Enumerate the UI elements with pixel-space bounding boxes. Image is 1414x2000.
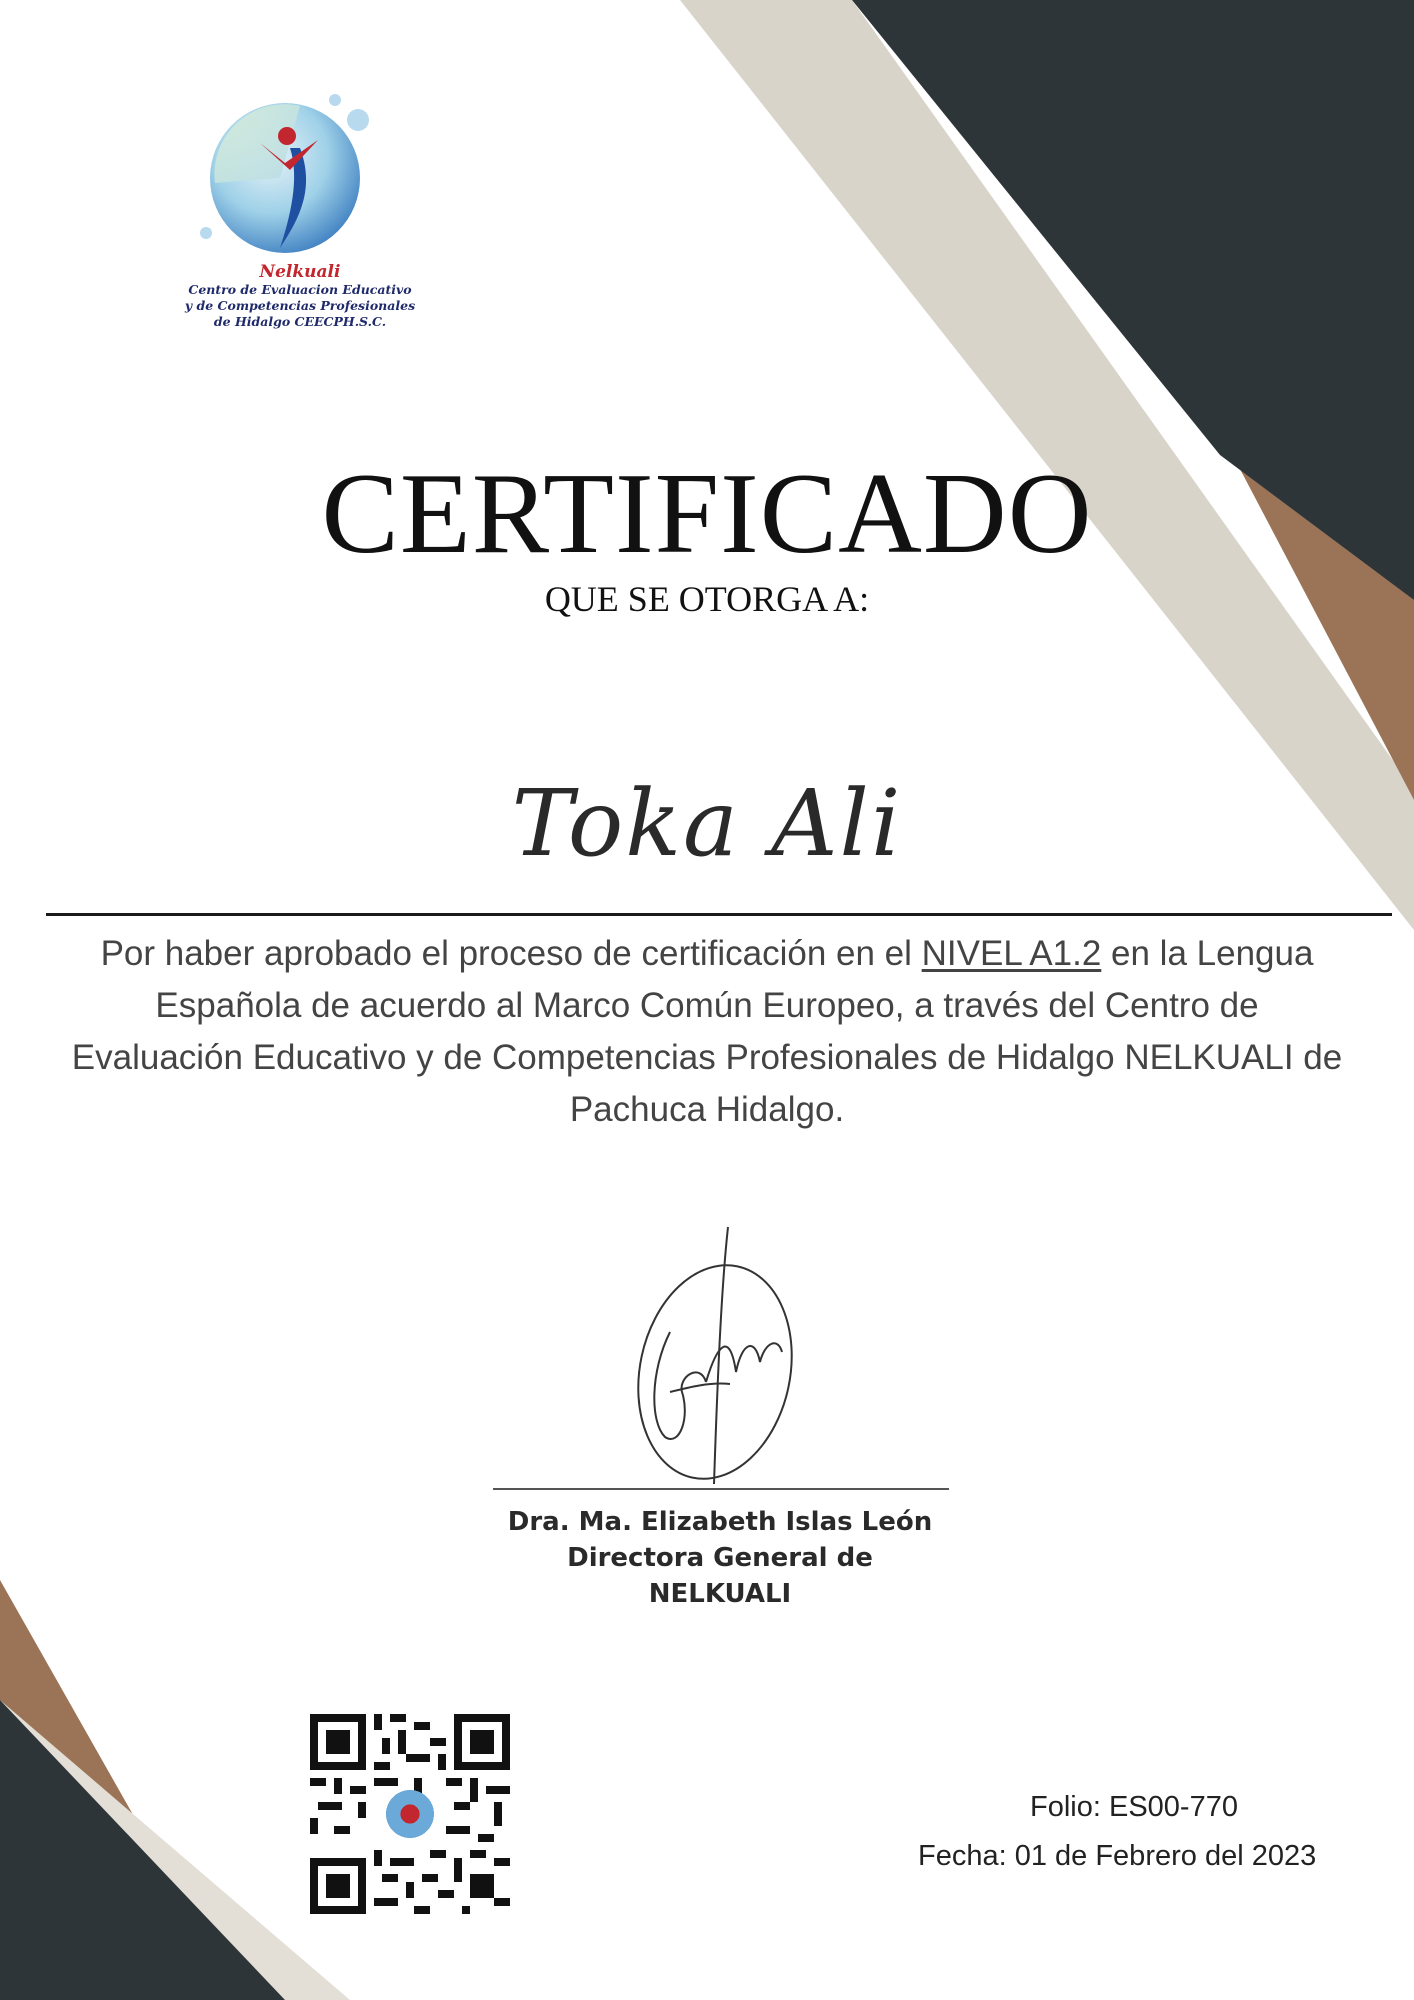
- signatory-organization: NELKUALI: [648, 1579, 792, 1609]
- logo-brand: Nelkuali: [259, 262, 341, 282]
- handwritten-signature: [610, 1222, 830, 1492]
- signature-line: [493, 1488, 949, 1490]
- certification-level: NIVEL A1.2: [921, 934, 1102, 973]
- signatory-block: [420, 1504, 1020, 1612]
- certification-statement: [70, 928, 1344, 1136]
- logo-line-2: y de Competencias Profesionales: [184, 298, 416, 313]
- qr-code-icon: [310, 1714, 510, 1914]
- statement-part-2: en la Lengua Española de acuerdo al Marco Común Europeo, a través del Centro de Evaluación Educativo y de Competencias Profesionales de Hidalgo NELKUALI de Pachuca Hidalgo.: [71, 934, 1343, 1129]
- statement-part-1: Por haber aprobado el proceso de certificación en el: [100, 934, 922, 973]
- logo-caption: [140, 262, 460, 330]
- logo-line-1: Centro de Evaluacion Educativo: [188, 282, 412, 297]
- signatory-name: Dra. Ma. Elizabeth Islas León: [507, 1507, 933, 1537]
- dark-bottom-left-panel: [0, 1700, 285, 2000]
- logo-line-3: de Hidalgo CEECPH.S.C.: [213, 314, 387, 329]
- recipient-name: Toka Ali: [511, 770, 903, 877]
- recipient-underline: [46, 913, 1392, 916]
- folio-number: Folio: ES00-770: [1030, 1791, 1238, 1823]
- signatory-role: Directora General de: [567, 1543, 873, 1573]
- issue-date: Fecha: 01 de Febrero del 2023: [918, 1840, 1317, 1872]
- certificate-title: CERTIFICADO: [321, 450, 1093, 578]
- certificate-subtitle: QUE SE OTORGA A:: [544, 579, 870, 619]
